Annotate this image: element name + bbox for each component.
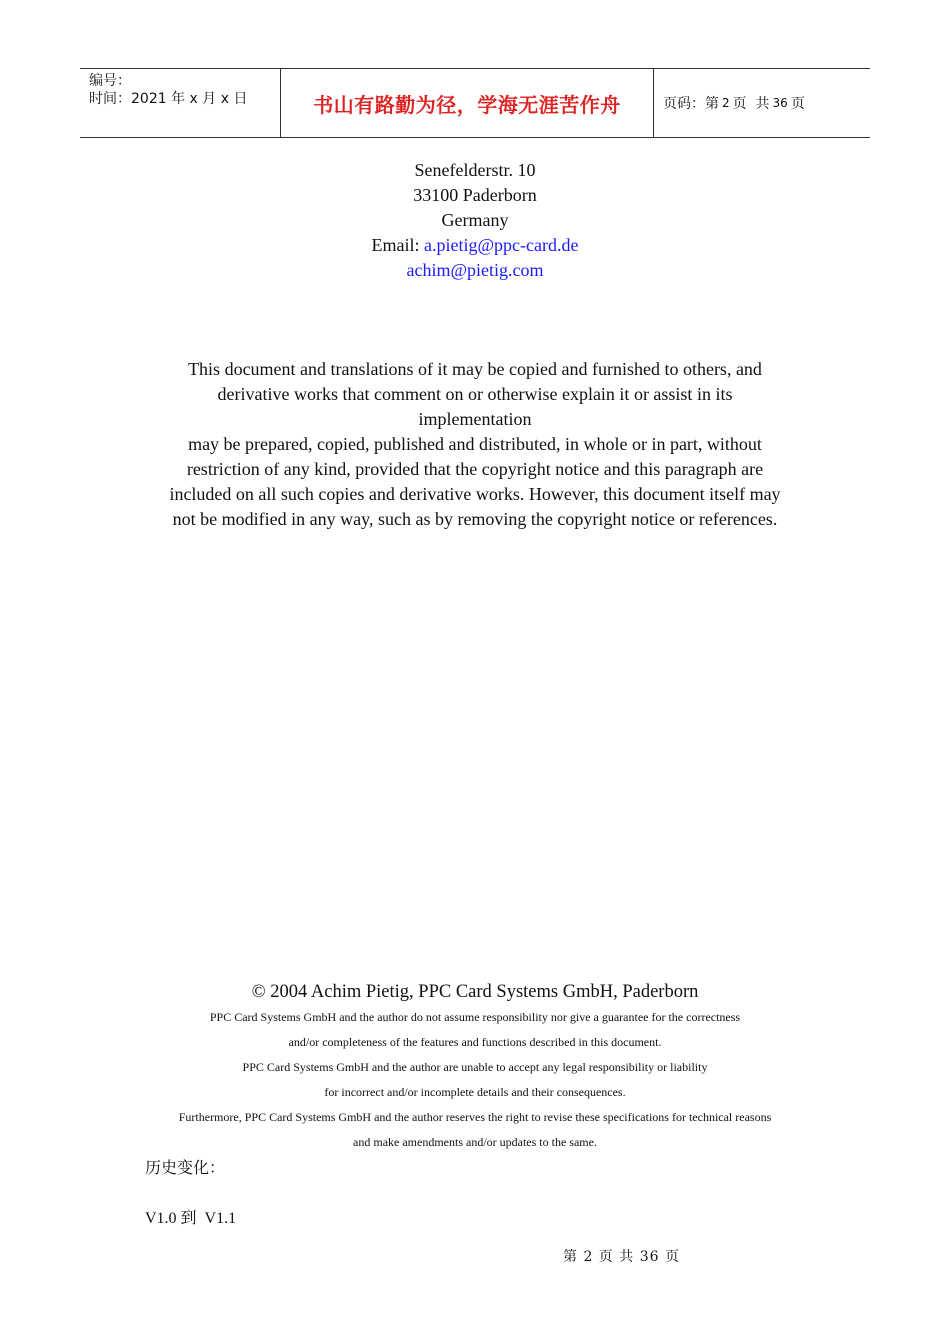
page-footer: 第 2 页 共 36 页 [563,1249,680,1265]
notice-line: restriction of any kind, provided that the copyright notice and this paragraph are [186,459,764,479]
email-link-pietig[interactable]: achim@pietig.com [406,260,544,280]
country: Germany [441,210,509,230]
notice-line: not be modified in any way, such as by removing the copyright notice or references. [172,509,778,529]
header-meta [80,69,281,137]
email-line [0,233,950,258]
page-current: 2 [722,96,730,110]
disclaimer-line: and make amendments and/or updates to the same. [353,1135,597,1149]
street: Senefelderstr. 10 [414,160,536,180]
notice-line: may be prepared, copied, published and distributed, in whole or in part, without [188,434,762,454]
page-mid: 页 共 [732,96,770,112]
notice-line: derivative works that comment on or otherwise explain it or assist in its [217,384,733,404]
disclaimer-line: PPC Card Systems GmbH and the author do not assume responsibility nor give a guarantee for the correctness [209,1010,741,1024]
copyright-line: © 2004 Achim Pietig, PPC Card Systems GmbH, Paderborn [251,982,699,1002]
notice-line: included on all such copies and derivative works. However, this document itself may [169,484,781,504]
page-total: 36 [772,96,788,110]
time-label: 时间：2021 年 x 月 x 日 [89,91,248,107]
city: 33100 Paderborn [413,185,537,205]
disclaimer-block [0,1005,950,1155]
page-suffix: 页 [790,96,805,112]
email-line-2 [0,258,950,283]
address-block [0,158,950,283]
email-link-ppc[interactable]: a.pietig@ppc-card.de [423,235,579,255]
history-label: 历史变化： [145,1158,226,1177]
disclaimer-line: Furthermore, PPC Card Systems GmbH and the author reserves the right to revise these specifications for technical reasons [178,1110,772,1124]
page-header [80,68,870,138]
header-motto-cell [281,69,654,137]
header-page-info [654,69,870,137]
notice-line: implementation [418,409,532,429]
email-label: Email: [371,235,424,255]
header-motto: 书山有路勤为径，学海无涯苦作舟 [313,92,621,117]
copy-notice [0,357,950,532]
disclaimer-line: and/or completeness of the features and functions described in this document. [288,1035,662,1049]
disclaimer-line: for incorrect and/or incomplete details and their consequences. [324,1085,626,1099]
notice-line: This document and translations of it may be copied and furnished to others, and [188,359,762,379]
disclaimer-line: PPC Card Systems GmbH and the author are unable to accept any legal responsibility or liability [242,1060,708,1074]
page-prefix: 页码：第 [663,96,719,112]
version-change: V1.0 到 V1.1 [145,1210,237,1227]
number-label: 编号： [89,73,131,89]
